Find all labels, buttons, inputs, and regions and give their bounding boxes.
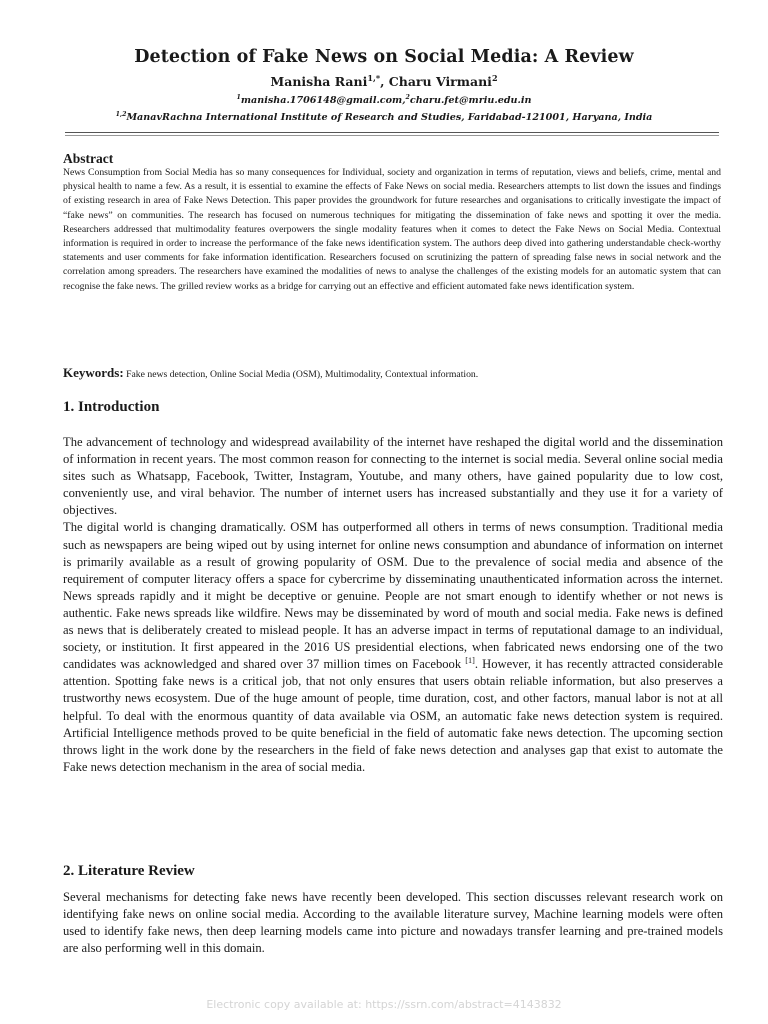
author-name: Manisha Rani bbox=[270, 74, 368, 89]
abstract-heading: Abstract bbox=[63, 151, 114, 166]
keywords-text: Fake news detection, Online Social Media (OSM), Multimodality, Contextual information. bbox=[123, 369, 479, 380]
paragraph-text: . However, it has recently attracted considerable attention. Spotting fake news is a critical job, that not only ensures that users obtain reliable information, but also preserves a trustworthy news ecosystem. Due of the huge amount of people, time duration, cost, and other factors, manual labor is not at all helpful. To deal with the enormous quantity of data available via OSM, an automatic fake news detection system is required. Artificial Intelligence methods proved to be quite beneficial in the field of automatic fake news detection. The upcoming section throws light in the work done by the researchers in the field of fake news detection and analyses gap that exist to automate the Fake news detection mechanism in the area of social media. bbox=[63, 657, 723, 774]
author-email: charu.fet@mriu.edu.in bbox=[409, 95, 532, 106]
literature-body bbox=[63, 889, 723, 957]
ssrn-footer-watermark: Electronic copy available at: https://ssrn.com/abstract=4143832 bbox=[206, 998, 562, 1011]
header-divider bbox=[65, 132, 719, 133]
author-affiliation bbox=[0, 112, 768, 123]
paragraph: The advancement of technology and widespread availability of the internet have reshaped the digital world and the dissemination of information in recent years. The most common reason for connecting to the internet is social media. Several online social media sites such as Whatsapp, Facebook, Twitter, Instagram, Youtube, and many others, have gained popularity due to low cost, conveniently use, and viral behavior. The number of internet users has increased substantially and they use it for a variety of objectives. bbox=[63, 435, 723, 518]
affiliation-mark: 1,2 bbox=[115, 110, 127, 118]
introduction-body bbox=[63, 434, 723, 776]
author-name: Charu Virmani bbox=[388, 74, 492, 89]
section-heading-introduction: 1. Introduction bbox=[63, 399, 160, 415]
author-affiliation-mark: 1,* bbox=[367, 72, 381, 83]
paragraph bbox=[63, 519, 723, 775]
paragraph-text: The digital world is changing dramatically. OSM has outperformed all others in terms of news consumption. Traditional media such as newspapers are being wiped out by using internet for online news consumption and abundance of information on internet is primarily available as a result of growing popularity of OSM. Due to the prevalence of social media and absence of the requirement of computer literacy offers a space for cybercrime by disseminating unauthenticated information across the internet. News spreads rapidly and it might be deceptive or genuine. People are not smart enough to identify whether or not news is authentic. Fake news spreads like wildfire. News may be disseminated by word of mouth and social media. Fake news is defined as news that is deliberately created to mislead people. It has an adverse impact in terms of reputational damage to an individual, society, or institution. It first appeared in the 2016 US presidential elections, when fabricated news endorsing one of the two candidates was acknowledged and shared over 37 million times on Facebook bbox=[63, 520, 723, 672]
section-heading-literature-review: 2. Literature Review bbox=[63, 863, 195, 879]
author-affiliation-mark: 2 bbox=[491, 72, 498, 83]
keywords-line bbox=[63, 365, 723, 381]
author-emails bbox=[0, 95, 768, 106]
affiliation-text: ManavRachna International Institute of Research and Studies, Faridabad-121001, Haryana, India bbox=[126, 112, 653, 123]
author-email: manisha.1706148@gmail.com, bbox=[240, 95, 406, 106]
author-separator: , bbox=[380, 74, 389, 89]
email-mark: 2 bbox=[405, 93, 410, 101]
keywords-label: Keywords: bbox=[63, 365, 124, 380]
paper-title: Detection of Fake News on Social Media: A Review bbox=[134, 47, 634, 67]
paragraph: Several mechanisms for detecting fake news have recently been developed. This section discusses relevant research work on identifying fake news on online social media. According to the available literature survey, Machine learning models were often used to identify fake news, then deep learning models came into picture and nowadays transfer learning and pre-trained models are also performing well in this domain. bbox=[63, 890, 723, 956]
citation-link[interactable]: [1] bbox=[465, 656, 475, 666]
header-divider-thin bbox=[65, 135, 719, 136]
author-line bbox=[0, 74, 768, 89]
abstract-text: News Consumption from Social Media has so many consequences for Individual, society and organization in terms of reputation, views and beliefs, crime, mental and physical health to name a few. As a result, it is essential to examine the effects of Fake News on social media. Researchers attempts to list down the issues and findings of existing research in area of Fake News Detection. This paper provides the groundwork for future researches and organisations to critically investigate the impact of “fake news” on communities. The research has focused on numerous techniques for mitigating the dissemination of fake news and spotting it over the media. Researchers addressed that multimodality features overpowers the single modality features when it comes to detect the Fake News on Social Media. Contextual information is required in order to increase the performance of the fake news identification system. The authors deep dived into gathering understandable check-worthy statements and user comments for fake information identification. Researchers focused on scrutinizing the pattern of spreading false news in social network and the correlation among spreaders. The researchers have examined the modalities of news to analyse the challenges of the existing models for an automatic system that can recognise the fake news. The grilled review works as a bridge for carrying out an effective and efficient automated fake news identification system. bbox=[63, 167, 721, 292]
email-mark: 1 bbox=[236, 93, 241, 101]
